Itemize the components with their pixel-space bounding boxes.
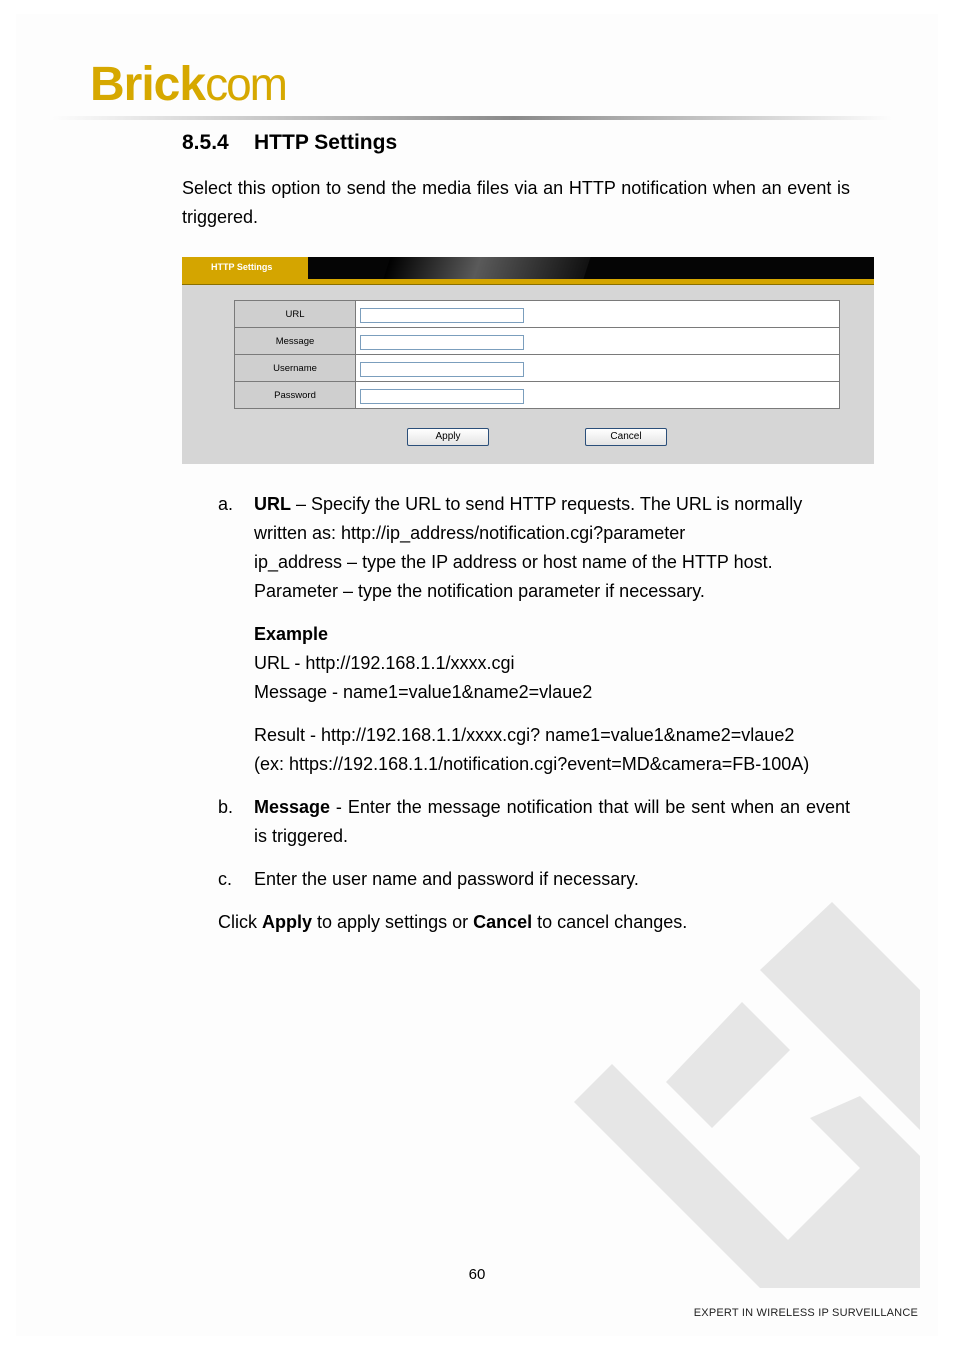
example-ex: (ex: https://192.168.1.1/notification.cgi?event=MD&camera=FB-100A) xyxy=(254,754,810,774)
url-label: URL xyxy=(235,301,356,328)
list-marker: a. xyxy=(218,494,234,514)
list-item-c-text: Enter the user name and password if necessary. xyxy=(254,869,639,889)
page-number: 60 xyxy=(468,1266,486,1283)
header-divider xyxy=(52,116,892,120)
username-input[interactable] xyxy=(360,362,524,377)
brickcom-logo: Brickcom xyxy=(90,58,286,111)
form-row-message xyxy=(235,328,840,355)
ip-address-line: ip_address – type the IP address or host name of the HTTP host. xyxy=(254,552,773,572)
list-marker: b. xyxy=(218,797,234,817)
watermark-shape-4 xyxy=(768,1096,920,1288)
list-marker: c. xyxy=(218,869,233,889)
username-label: Username xyxy=(235,355,356,382)
password-input[interactable] xyxy=(360,389,524,404)
closing-apply: Apply xyxy=(262,912,313,932)
example-result-block xyxy=(254,721,854,779)
message-input[interactable] xyxy=(360,335,524,350)
message-label: Message xyxy=(235,328,356,355)
cancel-button[interactable]: Cancel xyxy=(585,428,667,446)
closing-paragraph: Click Apply to apply settings or Cancel to cancel changes. xyxy=(218,912,688,932)
example-message: Message - name1=value1&name2=vlaue2 xyxy=(254,682,593,702)
form-row-username xyxy=(235,355,840,382)
example-block xyxy=(254,620,854,707)
form-row-password xyxy=(235,382,840,409)
section-number: 8.5.4 xyxy=(182,131,229,154)
closing-cancel: Cancel xyxy=(473,912,533,932)
example-result: Result - http://192.168.1.1/xxxx.cgi? name1=value1&name2=vlaue2 xyxy=(254,725,795,745)
watermark-shape-2 xyxy=(666,1002,790,1128)
panel-accent-bar xyxy=(182,279,874,285)
tab-http-settings[interactable]: HTTP Settings xyxy=(182,257,308,279)
url-input[interactable] xyxy=(360,308,524,323)
section-title: HTTP Settings xyxy=(254,131,398,154)
apply-button[interactable]: Apply xyxy=(407,428,489,446)
http-settings-panel xyxy=(182,257,874,464)
footer-tagline: EXPERT IN WIRELESS IP SURVEILLANCE xyxy=(693,1307,918,1319)
http-settings-form xyxy=(234,300,840,409)
section-heading xyxy=(182,131,397,155)
parameter-line: Parameter – type the notification parameter if necessary. xyxy=(254,581,705,601)
example-title: Example xyxy=(254,624,329,644)
term-url: URL xyxy=(254,494,291,514)
brick-watermark-graphic xyxy=(560,890,920,1290)
form-row-url xyxy=(235,301,840,328)
url-format-line: written as: http://ip_address/notification.cgi?parameter xyxy=(254,523,686,543)
password-label: Password xyxy=(235,382,356,409)
intro-paragraph: Select this option to send the media files via an HTTP notification when an event is triggered. xyxy=(182,178,850,227)
example-url: URL - http://192.168.1.1/xxxx.cgi xyxy=(254,653,515,673)
term-message: Message xyxy=(254,797,331,817)
watermark-shape-1 xyxy=(760,902,920,1130)
header-sheen xyxy=(383,257,590,279)
